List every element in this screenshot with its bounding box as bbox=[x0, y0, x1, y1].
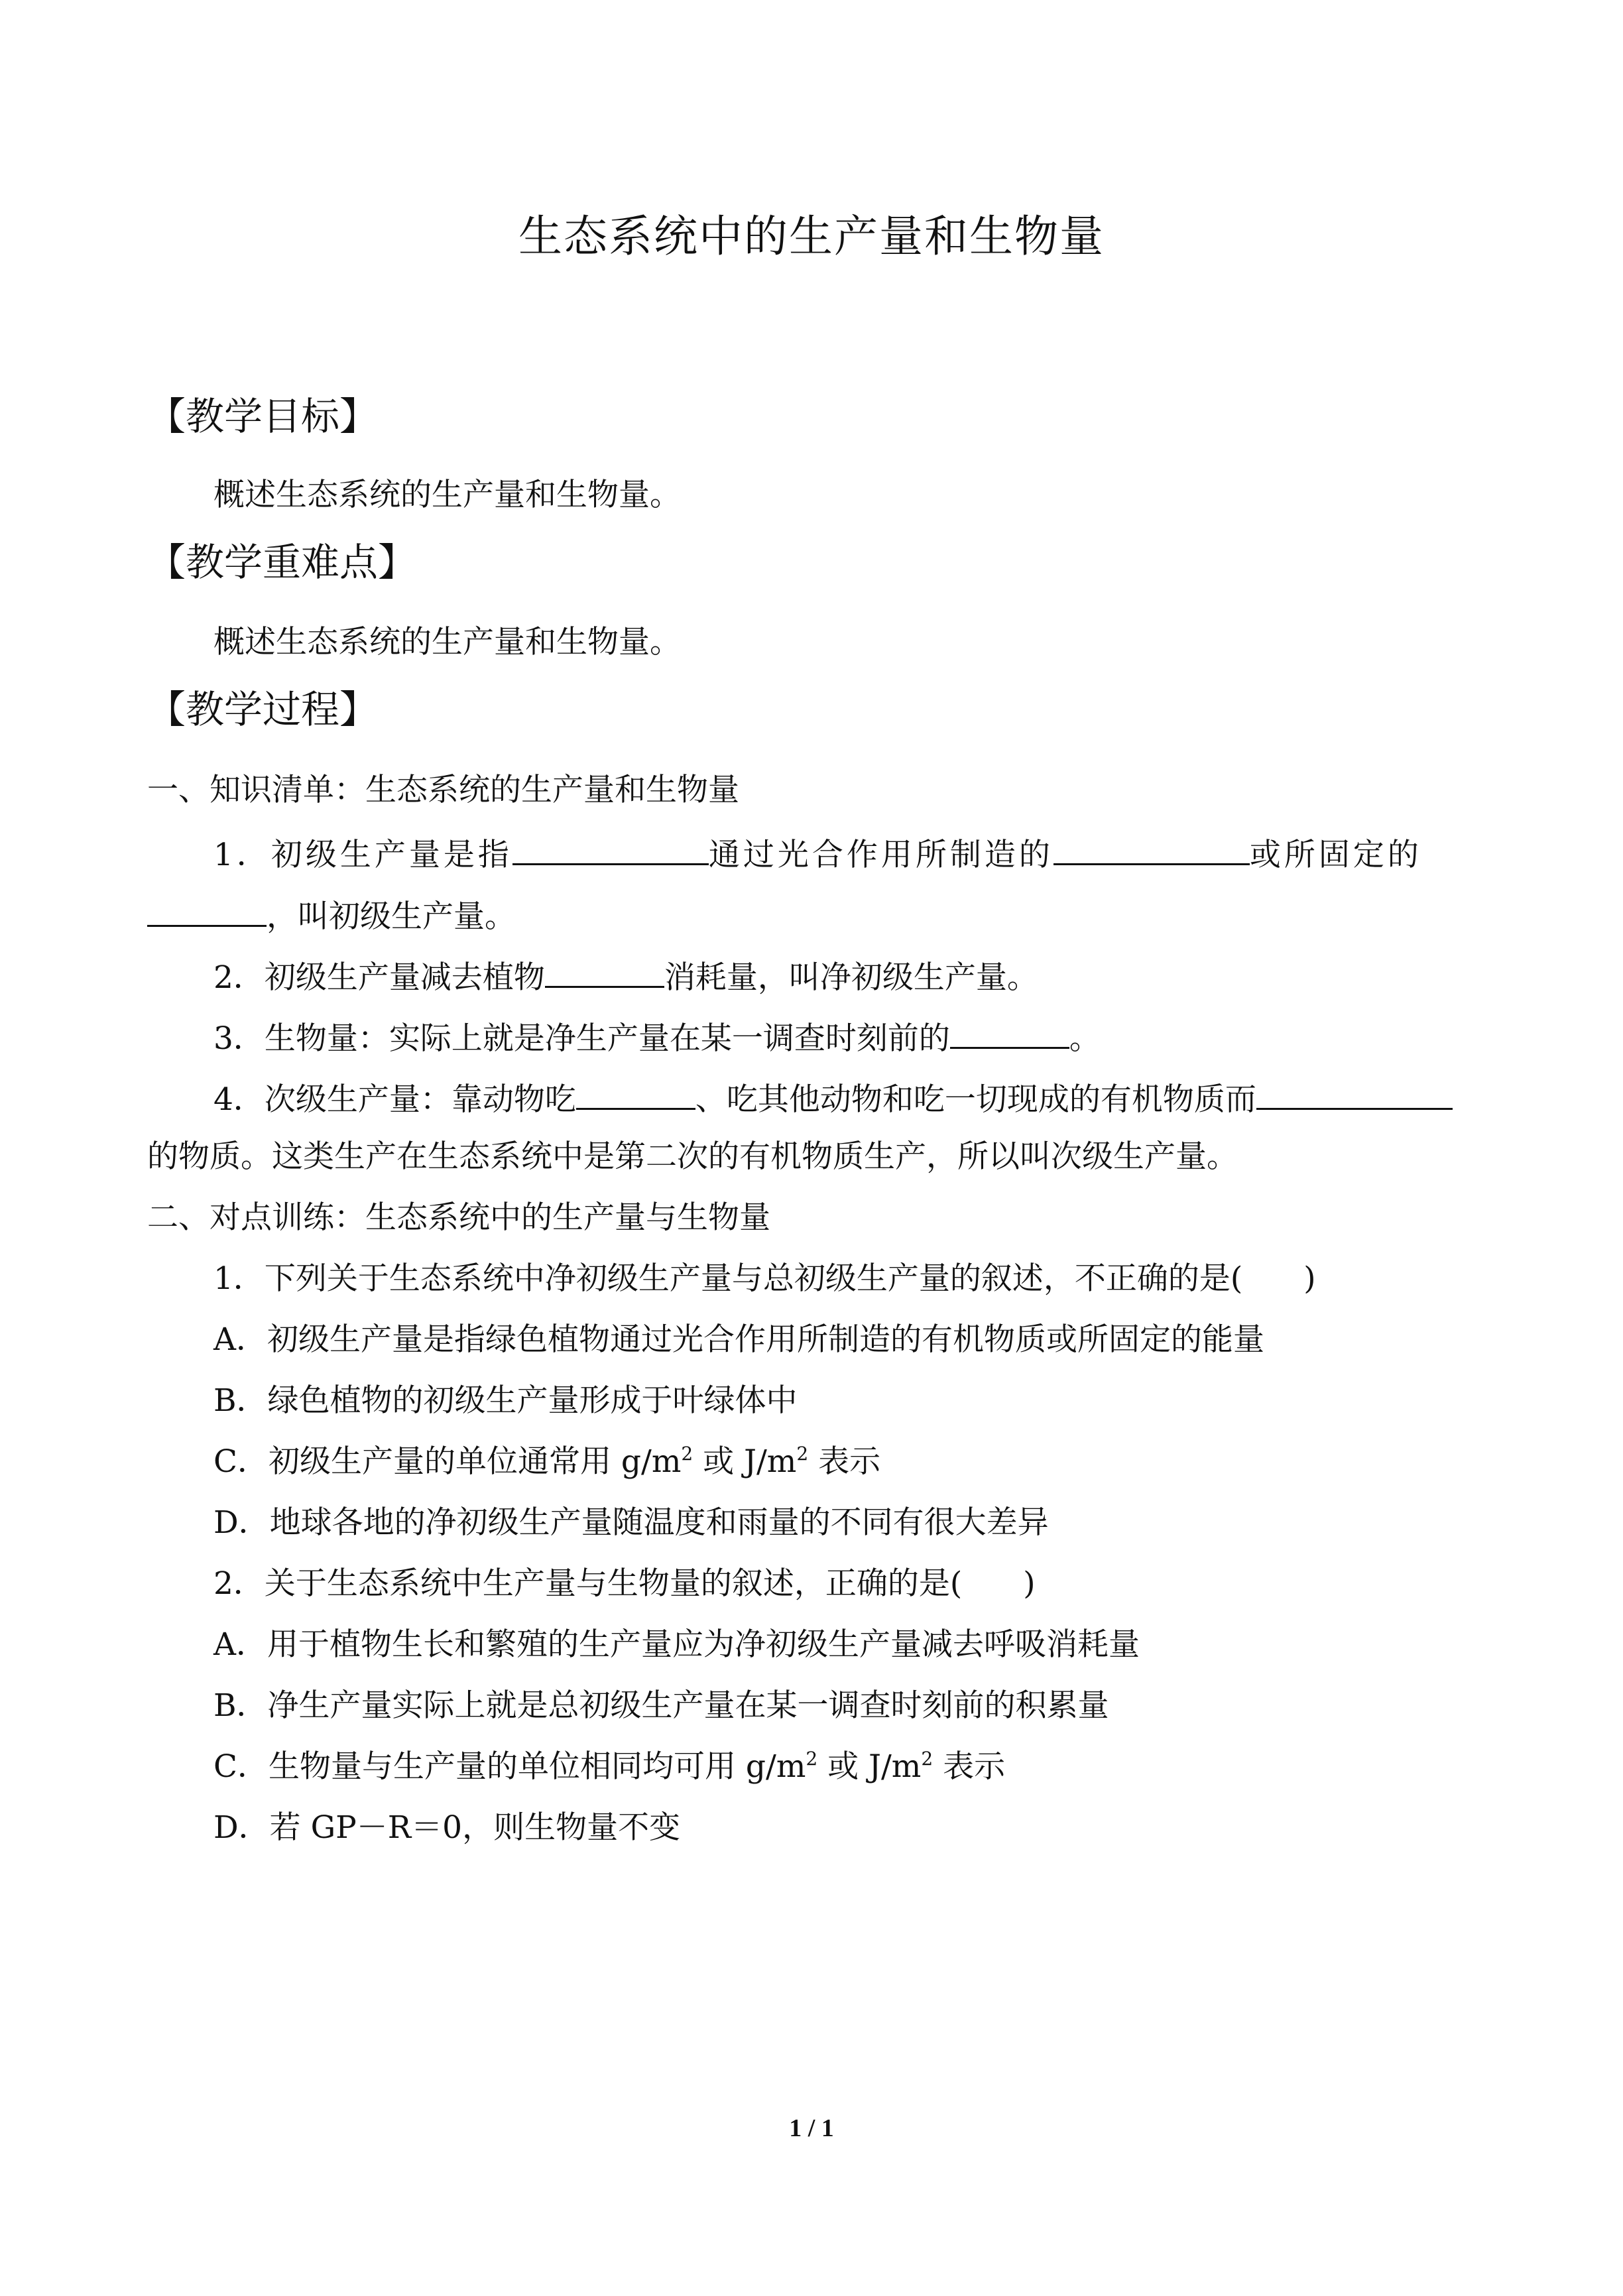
fill-blank[interactable] bbox=[545, 953, 664, 988]
q1-c-mid: 或 J/m bbox=[693, 1443, 797, 1480]
knowledge-item-3 bbox=[213, 1014, 1101, 1060]
q1-option-d: D．地球各地的净初级生产量随温度和雨量的不同有很大差异 bbox=[213, 1504, 1049, 1541]
fill-blank[interactable] bbox=[512, 830, 709, 865]
q2-c-post: 表示 bbox=[933, 1748, 1006, 1785]
fill-blank[interactable] bbox=[1053, 830, 1250, 865]
objectives-heading: 【教学目标】 bbox=[147, 394, 379, 439]
q1-close-paren: ) bbox=[1303, 1260, 1316, 1297]
knowledge-item-1 bbox=[213, 830, 1422, 876]
q2-stem-text: 2．关于生态系统中生产量与生物量的叙述，正确的是( bbox=[213, 1565, 963, 1602]
item2-text-a: 2．初级生产量减去植物 bbox=[213, 959, 545, 996]
q1-c-post: 表示 bbox=[808, 1443, 881, 1480]
q2-option-a: A．用于植物生长和繁殖的生产量应为净初级生产量减去呼吸消耗量 bbox=[213, 1626, 1140, 1663]
q2-close-paren: ) bbox=[1023, 1565, 1036, 1602]
q1-stem-text: 1．下列关于生态系统中净初级生产量与总初级生产量的叙述，不正确的是( bbox=[213, 1260, 1243, 1297]
page-title: 生态系统中的生产量和生物量 bbox=[518, 211, 1105, 262]
q1-option-a: A．初级生产量是指绿色植物通过光合作用所制造的有机物质或所固定的能量 bbox=[213, 1321, 1264, 1358]
knowledge-item-2 bbox=[213, 953, 1038, 999]
q1-option-b: B．绿色植物的初级生产量形成于叶绿体中 bbox=[213, 1382, 798, 1419]
knowledge-item-1-cont bbox=[147, 892, 516, 938]
item1-text-b: 通过光合作用所制造的 bbox=[708, 837, 1053, 873]
fill-blank[interactable] bbox=[1256, 1075, 1453, 1110]
item1-text-d: ，叫初级生产量。 bbox=[267, 898, 516, 935]
item4-text-b: 、吃其他动物和吃一切现成的有机物质而 bbox=[695, 1081, 1256, 1118]
key-points-text: 概述生态系统的生产量和生物量。 bbox=[213, 624, 681, 660]
item3-text-b: 。 bbox=[1069, 1020, 1101, 1057]
q1-c-pre: C．初级生产量的单位通常用 g/m bbox=[213, 1443, 682, 1480]
fill-blank[interactable] bbox=[147, 892, 267, 927]
item2-text-b: 消耗量，叫净初级生产量。 bbox=[664, 959, 1038, 996]
q2-c-sup2: 2 bbox=[921, 1748, 933, 1770]
q2-c-mid: 或 J/m bbox=[817, 1748, 922, 1785]
item1-text-c: 或所固定的 bbox=[1249, 837, 1422, 873]
fill-blank[interactable] bbox=[950, 1014, 1069, 1049]
q1-c-sup1: 2 bbox=[681, 1443, 693, 1465]
q2-c-sup1: 2 bbox=[806, 1748, 818, 1770]
knowledge-item-4-cont: 的物质。这类生产在生态系统中是第二次的有机物质生产，所以叫次级生产量。 bbox=[147, 1138, 1238, 1175]
process-heading: 【教学过程】 bbox=[147, 687, 379, 732]
q1-c-sup2: 2 bbox=[796, 1443, 809, 1465]
q1-option-c bbox=[213, 1441, 880, 1483]
page-number: 1 / 1 bbox=[789, 2114, 834, 2142]
item1-text-a: 1．初级生产量是指 bbox=[213, 837, 512, 873]
item3-text-a: 3．生物量：实际上就是净生产量在某一调查时刻前的 bbox=[213, 1020, 950, 1057]
q2-option-b: B．净生产量实际上就是总初级生产量在某一调查时刻前的积累量 bbox=[213, 1687, 1109, 1724]
part1-heading: 一、知识清单：生态系统的生产量和生物量 bbox=[147, 772, 739, 808]
q2-c-pre: C．生物量与生产量的单位相同均可用 g/m bbox=[213, 1748, 806, 1785]
q2-option-c bbox=[213, 1746, 1005, 1788]
question-2-stem bbox=[213, 1563, 1036, 1605]
objectives-text: 概述生态系统的生产量和生物量。 bbox=[213, 477, 681, 513]
fill-blank[interactable] bbox=[576, 1075, 695, 1110]
knowledge-item-4 bbox=[213, 1075, 1453, 1121]
key-points-heading: 【教学重难点】 bbox=[147, 540, 417, 585]
q2-option-d: D．若 GP－R＝0，则生物量不变 bbox=[213, 1809, 681, 1846]
part2-heading: 二、对点训练：生态系统中的生产量与生物量 bbox=[147, 1199, 770, 1236]
question-1-stem bbox=[213, 1258, 1316, 1300]
item4-text-a: 4．次级生产量：靠动物吃 bbox=[213, 1081, 576, 1118]
